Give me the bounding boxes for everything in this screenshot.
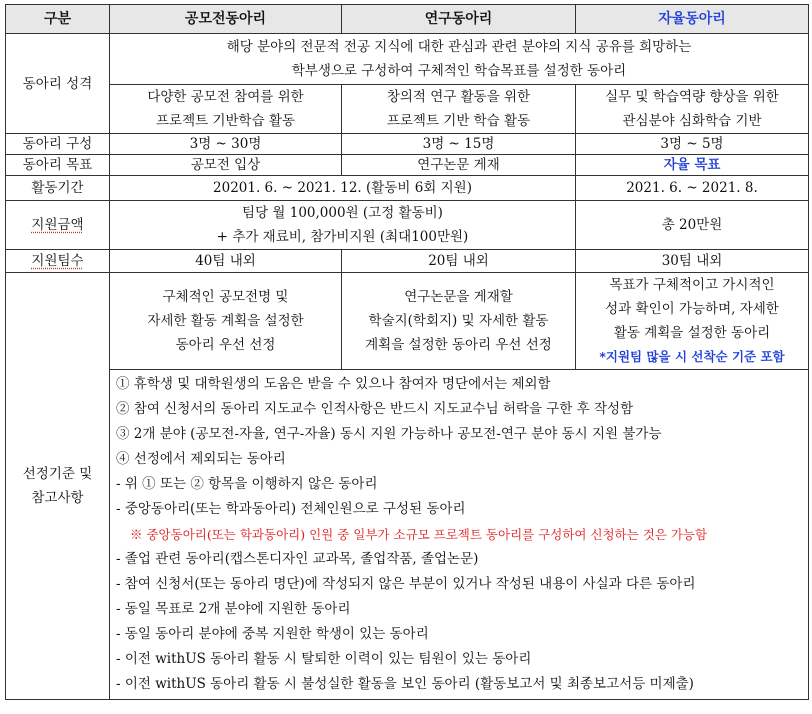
criteria-research-cell — [342, 273, 576, 370]
header-contest-club: 공모전동아리 — [110, 5, 342, 34]
teams-autonomous: 30팀 내외 — [576, 250, 809, 273]
nature-contest-cell — [110, 85, 342, 134]
nature-autonomous-line1: 실무 및 학습역량 향상을 위한 — [605, 89, 779, 105]
teams-research: 20팀 내외 — [342, 250, 576, 273]
club-comparison-table — [5, 4, 809, 700]
goal-label: 동아리 목표 — [6, 155, 110, 176]
note-item: - 중앙동아리(또는 학과동아리) 전체인원으로 구성된 동아리 — [116, 501, 466, 517]
criteria-label-line1: 선정기준 및 — [22, 466, 93, 482]
funding-label-cell — [6, 201, 110, 250]
nature-research-cell — [342, 85, 576, 134]
header-autonomous-club: 자율동아리 — [576, 5, 809, 34]
teams-label: 지원팀수 — [31, 253, 84, 269]
nature-common-line2: 학부생으로 구성하여 구체적인 학습목표를 설정한 동아리 — [291, 63, 627, 79]
criteria-autonomous-note: *지원팀 많을 시 선착순 기준 포함 — [599, 349, 785, 364]
header-category: 구분 — [6, 5, 110, 34]
period-row — [6, 176, 809, 201]
funding-autonomous: 총 20만원 — [576, 201, 809, 250]
period-contest-research: 20201. 6. ~ 2021. 12. (활동비 6회 지원) — [110, 176, 576, 201]
note-item: - 이전 withUS 동아리 활동 시 불성실한 활동을 보인 동아리 (활동보고서 및 최종보고서등 미제출) — [116, 676, 694, 692]
nature-label: 동아리 성격 — [6, 34, 110, 134]
funding-contest-research — [110, 201, 576, 250]
nature-common-line1: 해당 분야의 전문적 전공 지식에 대한 관심과 관련 분야의 지식 공유를 희망하는 — [226, 39, 692, 55]
criteria-contest-line3: 동아리 우선 선정 — [175, 337, 276, 353]
note-item: - 참여 신청서(또는 동아리 명단)에 작성되지 않은 부분이 있거나 작성된 내용이 사실과 다른 동아리 — [116, 576, 696, 592]
composition-label: 동아리 구성 — [6, 134, 110, 155]
teams-contest: 40팀 내외 — [110, 250, 342, 273]
nature-research-line2: 프로젝트 기반 학습 활동 — [386, 113, 531, 129]
composition-research: 3명 ~ 15명 — [342, 134, 576, 155]
criteria-autonomous-line1: 목표가 구체적이고 가시적인 — [609, 277, 775, 293]
header-research-club: 연구동아리 — [342, 5, 576, 34]
teams-label-cell — [6, 250, 110, 273]
goal-autonomous: 자율 목표 — [576, 155, 809, 176]
criteria-research-line2: 학술지(학회지) 및 자세한 활동 — [368, 313, 549, 329]
nature-autonomous-line2: 관심분야 심화학습 기반 — [622, 113, 762, 129]
note-item: - 졸업 관련 동아리(캡스톤디자인 교과목, 졸업작품, 졸업논문) — [116, 551, 479, 567]
teams-row — [6, 250, 809, 273]
header-row — [6, 5, 809, 34]
criteria-research-line3: 계획을 설정한 동아리 우선 선정 — [365, 337, 552, 353]
nature-research-line1: 창의적 연구 활동을 위한 — [386, 89, 531, 105]
note-item: ② 참여 신청서의 동아리 지도교수 인적사항은 반드시 지도교수님 허락을 구한 후 작성함 — [116, 401, 634, 417]
note-item: ④ 선정에서 제외되는 동아리 — [116, 451, 286, 467]
nature-row-common — [6, 34, 809, 85]
criteria-row-notes — [6, 370, 809, 700]
criteria-autonomous-cell — [576, 273, 809, 370]
criteria-row-detail — [6, 273, 809, 370]
note-item: - 이전 withUS 동아리 활동 시 탈퇴한 이력이 있는 팀원이 있는 동아리 — [116, 651, 532, 667]
composition-row — [6, 134, 809, 155]
goal-research: 연구논문 게재 — [342, 155, 576, 176]
nature-common-cell — [110, 34, 809, 85]
criteria-label-cell — [6, 273, 110, 700]
note-item: - 동일 목표로 2개 분야에 지원한 동아리 — [116, 601, 351, 617]
nature-contest-line1: 다양한 공모전 참여를 위한 — [147, 89, 304, 105]
goal-row — [6, 155, 809, 176]
criteria-contest-cell — [110, 273, 342, 370]
nature-row-detail — [6, 85, 809, 134]
note-item: - 위 ① 또는 ② 항목을 이행하지 않은 동아리 — [116, 476, 378, 492]
criteria-research-line1: 연구논문을 게재할 — [404, 289, 513, 305]
note-item: ③ 2개 분야 (공모전-자율, 연구-자율) 동시 지원 가능하나 공모전-연구 분야 동시 지원 불가능 — [116, 426, 662, 442]
composition-autonomous: 3명 ~ 5명 — [576, 134, 809, 155]
note-item: - 동일 동아리 분야에 중복 지원한 학생이 있는 동아리 — [116, 626, 429, 642]
goal-contest: 공모전 입상 — [110, 155, 342, 176]
composition-contest: 3명 ~ 30명 — [110, 134, 342, 155]
period-autonomous: 2021. 6. ~ 2021. 8. — [576, 176, 809, 201]
note-item: ① 휴학생 및 대학원생의 도움은 받을 수 있으나 참여자 명단에서는 제외함 — [116, 376, 551, 392]
period-label: 활동기간 — [6, 176, 110, 201]
criteria-notes-cell — [110, 370, 809, 700]
nature-contest-line2: 프로젝트 기반학습 활동 — [156, 113, 295, 129]
criteria-contest-line1: 구체적인 공모전명 및 — [162, 289, 289, 305]
nature-autonomous-cell — [576, 85, 809, 134]
funding-line1: 팀당 월 100,000원 (고정 활동비) — [242, 205, 443, 221]
note-exception: ※ 중앙동아리(또는 학과동아리) 인원 중 일부가 소규모 프로젝트 동아리를 구성하여 신청하는 것은 가능함 — [130, 527, 708, 542]
criteria-label-line2: 참고사항 — [31, 490, 84, 506]
criteria-autonomous-line3: 활동 계획을 설정한 동아리 — [613, 325, 771, 341]
funding-row — [6, 201, 809, 250]
funding-label: 지원금액 — [31, 217, 84, 233]
criteria-autonomous-line2: 성과 확인이 가능하며, 자세한 — [605, 301, 779, 317]
funding-line2: + 추가 재료비, 참가비지원 (최대100만원) — [216, 229, 469, 245]
criteria-contest-line2: 자세한 활동 계획을 설정한 — [147, 313, 304, 329]
